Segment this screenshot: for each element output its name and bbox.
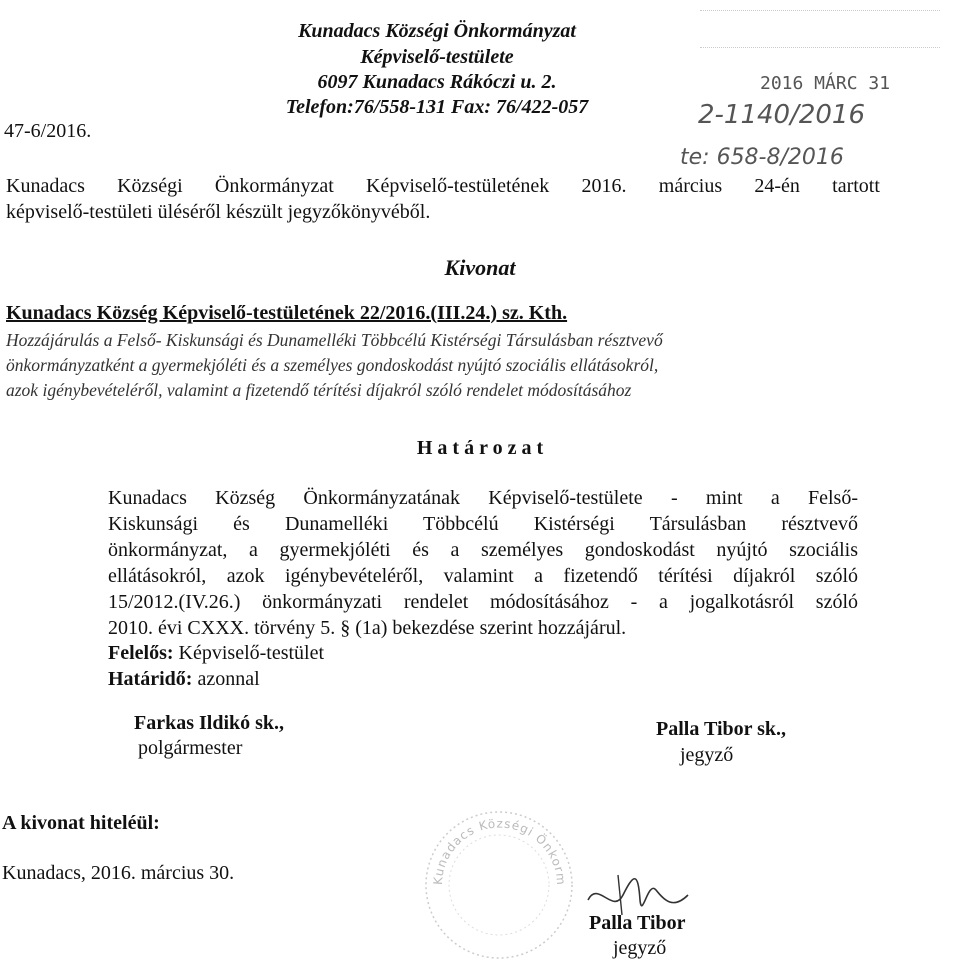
intro-word: Kunadacs (6, 175, 85, 197)
intro-word: 2016. (581, 175, 627, 197)
seal-icon (422, 808, 577, 963)
deadline-value: azonnal (197, 668, 260, 690)
decision-line-2: Kiskunsági és Dunamelléki Többcélú Kistérségi Társulásban résztvevő (108, 513, 858, 535)
certification-name: Palla Tibor (589, 912, 686, 934)
seal-text: Kunadacs Községi Önkorm (430, 816, 569, 887)
intro-word: március (658, 175, 723, 197)
intro-word: Önkormányzat (214, 175, 334, 197)
registry-stamp: 2016 MÁRC 31 (760, 73, 891, 94)
certification-title: jegyző (613, 937, 667, 959)
signature-left-name: Farkas Ildikó sk., (134, 712, 285, 734)
responsible-row (108, 642, 324, 665)
decision-line-1: Kunadacs Község Önkormányzatának Képviselő-testülete - mint a Felső- (108, 487, 858, 509)
subject-line-1: Hozzájárulás a Felső- Kiskunsági és Dunamelléki Többcélú Kistérségi Társulásban résztvevő (6, 330, 663, 350)
signature-right-name: Palla Tibor sk., (656, 718, 787, 740)
intro-word: 24-én (754, 175, 800, 197)
header-line-2: Képviselő-testülete (360, 46, 514, 68)
certification-label: A kivonat hiteléül: (2, 812, 160, 834)
reference-number: 47-6/2016. (4, 120, 92, 142)
responsible-label: Felelős: (108, 642, 174, 664)
hatarozat-title: H a t á r o z a t (416, 437, 544, 459)
intro-word: Községi (117, 175, 183, 197)
header-line-1: Kunadacs Községi Önkormányzat (298, 20, 576, 42)
resolution-title: Kunadacs Község Képviselő-testületének 22/2016.(III.24.) sz. Kth. (6, 302, 568, 324)
kivonat-title: Kivonat (444, 255, 516, 280)
intro-line-2: képviselő-testületi üléséről készült jegyzőkönyvéből. (6, 201, 431, 223)
svg-text:Kunadacs Községi Önkormányzat (422, 808, 568, 886)
decision-line-5: 15/2012.(IV.26.) önkormányzati rendelet módosításához - a jogalkotásról szóló (108, 591, 858, 613)
deadline-label: Határidő: (108, 668, 193, 690)
decision-line-3: önkormányzat, a gyermekjóléti és a személyes gondoskodást nyújtó szociális (108, 539, 858, 561)
decision-line-4: ellátásokról, azok igénybevételéről, valamint a fizetendő térítési díjakról szóló (108, 565, 858, 587)
handwritten-ref-1: 2-1140/2016 (698, 100, 866, 130)
intro-word: Képviselő-testületének (366, 175, 550, 197)
official-seal (422, 808, 577, 963)
signature-right-title: jegyző (680, 744, 734, 766)
signature-left-title: polgármester (138, 737, 243, 759)
header-line-3: 6097 Kunadacs Rákóczi u. 2. (317, 71, 557, 93)
subject-line-3: azok igénybevételéről, valamint a fizetendő térítési díjakról szóló rendelet módosításához (6, 380, 632, 400)
header-line-4: Telefon:76/558-131 Fax: 76/422-057 (285, 96, 589, 118)
subject-line-2: önkormányzatként a gyermekjóléti és a személyes gondoskodást nyújtó szociális ellátásokról, (6, 355, 659, 375)
handwritten-ref-2: te: 658-8/2016 (680, 145, 844, 170)
deadline-row (108, 668, 260, 691)
intro-line-1 (6, 175, 880, 198)
intro-word: tartott (832, 175, 880, 197)
certification-place-date: Kunadacs, 2016. március 30. (2, 862, 235, 884)
responsible-value: Képviselő-testület (178, 642, 325, 664)
stamp-lines (700, 10, 940, 48)
decision-line-6: 2010. évi CXXX. törvény 5. § (1a) bekezdése szerint hozzájárul. (108, 617, 627, 639)
